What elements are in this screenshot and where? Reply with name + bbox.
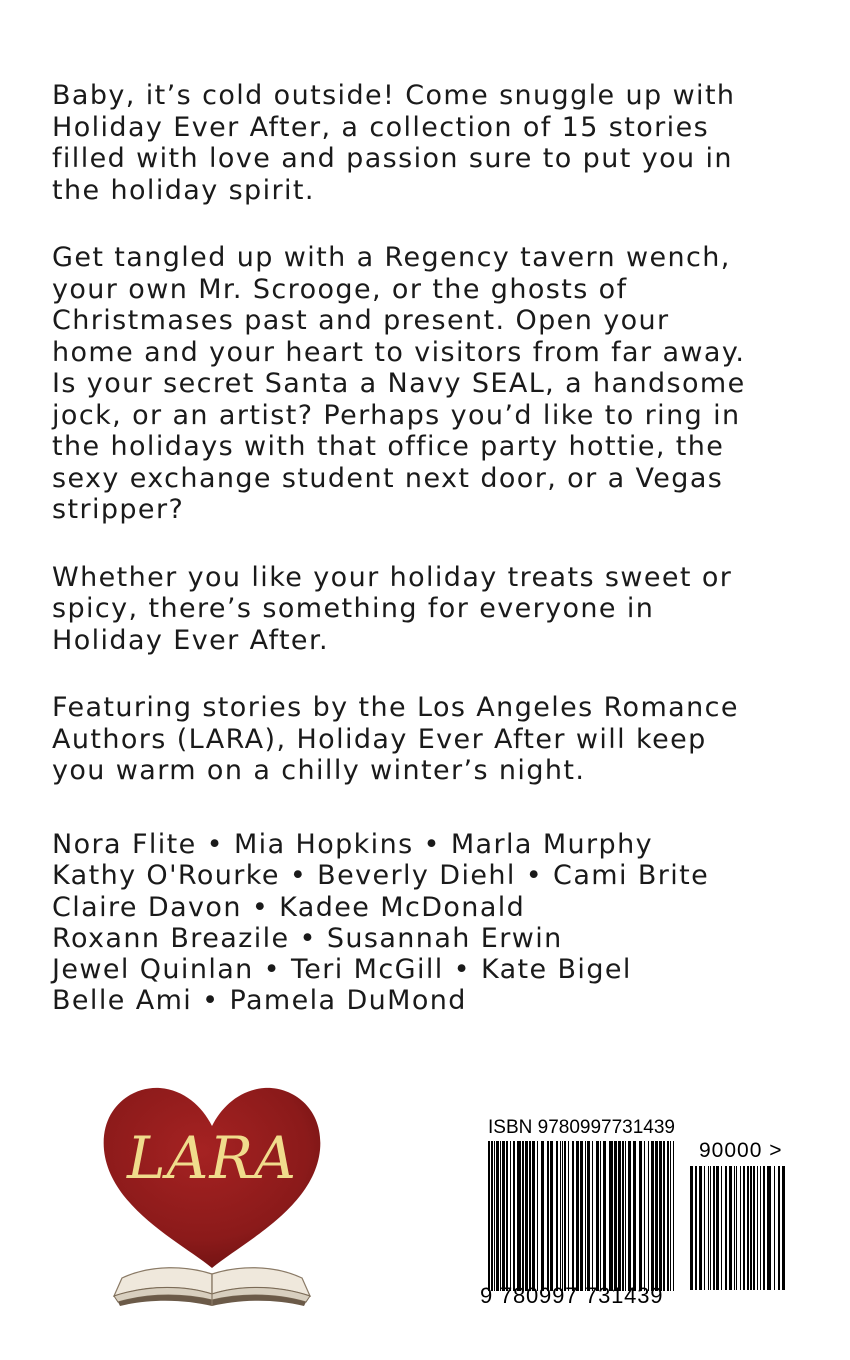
barcode-bar <box>628 1141 631 1291</box>
price-code-label: 90000 > <box>699 1139 783 1162</box>
barcode-bar <box>618 1141 621 1291</box>
barcode-bar <box>708 1166 709 1290</box>
barcode-bar <box>670 1141 671 1291</box>
lara-logo <box>92 1078 332 1310</box>
price-addon-barcode <box>690 1166 786 1290</box>
barcode-bar <box>753 1166 755 1290</box>
barcode-bar <box>525 1141 528 1291</box>
barcode-bar <box>778 1166 780 1290</box>
barcode-bar <box>673 1141 674 1291</box>
barcode-bar <box>541 1141 544 1291</box>
barcode-bar <box>488 1141 490 1291</box>
barcode-bar <box>550 1141 553 1291</box>
blurb-paragraph-treats: Whether you like your holiday treats sweet or spicy, there’s something for everyone in Holiday Ever After. <box>52 561 733 656</box>
back-cover-blurb <box>52 80 812 823</box>
barcode-bar <box>743 1166 745 1290</box>
barcode-bar <box>556 1141 558 1291</box>
barcode-bar <box>576 1141 579 1291</box>
barcode-bar <box>644 1141 645 1291</box>
barcode-bar <box>663 1141 665 1291</box>
barcode-bar <box>529 1141 531 1291</box>
blurb-paragraph-stories: Get tangled up with a Regency tavern wench, your own Mr. Scrooge, or the ghosts of Christmases past and present. Open your home and your heart to visitors from far away. Is your secret Santa a Navy SEAL, a handsome jock, or an artist? Perhaps you’d like to ring in the holidays with that office party hottie, the sexy exchange student next door, or a Vegas stripper? <box>52 242 746 525</box>
blurb-paragraph-featuring: Featuring stories by the Los Angeles Romance Authors (LARA), Holiday Ever After will keep you warm on a chilly winter’s night. <box>52 692 739 786</box>
barcode-bar <box>699 1166 702 1290</box>
barcode-bar <box>614 1141 617 1291</box>
barcode-bar <box>734 1166 735 1290</box>
barcode-bar <box>513 1141 515 1291</box>
barcode-bar <box>633 1141 636 1291</box>
lara-logo-text: LARA <box>127 1124 297 1192</box>
barcode-bar <box>568 1141 569 1291</box>
author-line: Belle Ami • Pamela DuMond <box>52 985 467 1017</box>
barcode-bar <box>648 1141 649 1291</box>
author-line: Nora Flite • Mia Hopkins • Marla Murphy <box>52 829 653 860</box>
barcode-bar <box>690 1166 693 1290</box>
barcode-bar <box>760 1166 761 1290</box>
barcode-bar <box>750 1166 752 1290</box>
barcode-bar <box>747 1166 749 1290</box>
barcode-bar <box>740 1166 741 1290</box>
barcode-bar <box>562 1141 563 1291</box>
barcode-bar <box>491 1141 493 1291</box>
isbn-digits: 9 780997 731439 <box>480 1283 664 1308</box>
barcode-bar <box>655 1141 658 1291</box>
barcode-bar <box>547 1141 549 1291</box>
barcode-bar <box>736 1166 737 1290</box>
barcode-bar <box>659 1141 662 1291</box>
barcode-bar <box>585 1141 586 1291</box>
heart-book-icon <box>92 1078 332 1310</box>
barcode-bar <box>496 1141 499 1291</box>
author-line: Jewel Quinlan • Teri McGill • Kate Bigel <box>52 954 632 986</box>
isbn-label: ISBN 9780997731439 <box>488 1117 675 1138</box>
barcode-bar <box>502 1141 505 1291</box>
isbn-barcode-block <box>480 1117 808 1328</box>
barcode-bar <box>667 1141 669 1291</box>
barcode-bar <box>774 1166 775 1290</box>
barcode-bar <box>494 1141 495 1291</box>
barcode-bar <box>510 1141 511 1291</box>
barcode-bar <box>763 1166 765 1290</box>
barcode-bar <box>651 1141 654 1291</box>
barcode-bar <box>537 1141 538 1291</box>
barcode-bar <box>522 1141 524 1291</box>
barcode-bar <box>757 1166 758 1290</box>
barcode-bar <box>506 1141 508 1291</box>
barcode-bar <box>725 1166 727 1290</box>
author-line: Claire Davon • Kadee McDonald <box>52 891 526 923</box>
barcode-bar <box>603 1141 606 1291</box>
barcode-bar <box>716 1166 719 1290</box>
barcode-bar <box>713 1166 715 1290</box>
barcode-bar <box>500 1141 501 1291</box>
barcode-bar <box>572 1141 574 1291</box>
barcode-bar <box>622 1141 624 1291</box>
barcode-bar <box>639 1141 642 1291</box>
barcode-bar <box>767 1166 771 1290</box>
barcode-bar <box>721 1166 722 1290</box>
barcode-bar <box>517 1141 521 1291</box>
author-line: Roxann Breazile • Susannah Erwin <box>52 922 563 954</box>
barcode-bar <box>532 1141 535 1291</box>
barcode-bar <box>564 1141 566 1291</box>
barcode-bar <box>625 1141 626 1291</box>
barcode-bar <box>782 1166 785 1290</box>
barcode-bar <box>609 1141 613 1291</box>
barcode-bar <box>600 1141 601 1291</box>
barcode-bar <box>710 1166 711 1290</box>
isbn-barcode <box>488 1141 674 1291</box>
barcode-bar <box>695 1166 697 1290</box>
barcode-bar <box>592 1141 593 1291</box>
barcode-bar <box>729 1166 732 1290</box>
author-line: Kathy O'Rourke • Beverly Diehl • Cami Brite <box>52 860 710 892</box>
author-list <box>52 829 812 1017</box>
barcode-bar <box>587 1141 590 1291</box>
barcode-bar <box>704 1166 705 1290</box>
barcode-bar <box>596 1141 599 1291</box>
blurb-paragraph-intro: Baby, it’s cold outside! Come snuggle up with Holiday Ever After, a collection of 15 stories filled with love and passion sure to put you in the holiday spirit. <box>52 80 736 206</box>
barcode-bar <box>560 1141 561 1291</box>
barcode-bar <box>580 1141 583 1291</box>
